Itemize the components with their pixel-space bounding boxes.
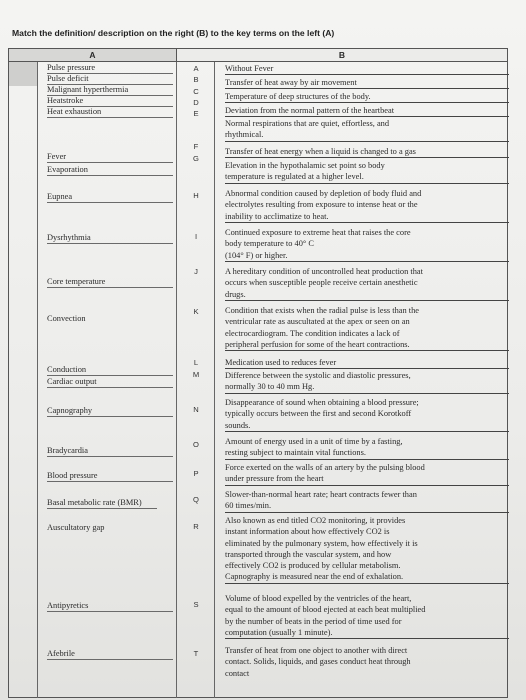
letter-r: R (193, 522, 199, 531)
definition-line: instant information about how effectively CO2 is (225, 527, 390, 537)
definition-line: body temperature to 40° C (225, 239, 314, 249)
definition-j (225, 266, 509, 301)
letter-a: A (193, 64, 199, 73)
definition-line: typically occurs between the first and second Korotkoff (225, 409, 412, 419)
definition-line: Disappearance of sound when obtaining a blood pressure; (225, 398, 419, 407)
definition-line: eliminated by the pulmonary system, how effectively it is (225, 538, 418, 548)
term-heatstroke: Heatstroke (47, 96, 173, 107)
letter-n: N (193, 405, 199, 414)
definition-line: occurs when susceptible people receive certain anesthetic (225, 278, 418, 288)
definition-line: Force exerted on the walls of an artery by the pulsing blood (225, 463, 425, 472)
letter-s: S (193, 600, 199, 609)
definition-line: Abnormal condition caused by depletion of body fluid and (225, 189, 422, 198)
term-core-temperature: Core temperature (47, 277, 173, 288)
definition-k (225, 305, 509, 351)
definition-line: temperature is regulated at a higher level. (225, 171, 509, 183)
definition-line: by the number of beats in the period of time used for (225, 616, 402, 626)
definition-line: effectively CO2 is produced by cellular metabolism. (225, 561, 401, 571)
letter-g: G (193, 154, 199, 163)
definition-line: inability to acclimatize to heat. (225, 211, 509, 223)
definition-e (225, 118, 509, 142)
definition-n (225, 397, 509, 432)
letter-f: F (193, 142, 199, 151)
term-afebrile: Afebrile (47, 649, 173, 660)
definition-line: electrolytes resulting from exposure to intense heat or the (225, 200, 418, 210)
letter-q: Q (193, 495, 199, 504)
term-pulse-deficit: Pulse deficit (47, 74, 173, 85)
definition-l (225, 357, 509, 369)
definition-line: Medication used to reduces fever (225, 357, 509, 369)
definition-c (225, 91, 509, 103)
letter-b: B (193, 75, 199, 84)
letter-i: I (194, 232, 198, 241)
term-fever: Fever (47, 152, 173, 163)
definition-line: Capnography is measured near the end of exhalation. (225, 571, 509, 583)
definition-line: sounds. (225, 420, 509, 432)
letter-o: O (193, 440, 199, 449)
definition-line: 60 times/min. (225, 500, 509, 512)
definition-line: normally 30 to 40 mm Hg. (225, 381, 509, 393)
definition-line: transported through the vascular system, and how (225, 549, 392, 559)
definition-i (225, 227, 509, 262)
definition-line: electrocardiogram. The condition indicates a lack of (225, 328, 400, 338)
definition-f (225, 146, 509, 158)
term-malignant-hyperthermia: Malignant hyperthermia (47, 85, 173, 96)
term-bradycardia: Bradycardia (47, 446, 173, 457)
definition-line: Slower-than-normal heart rate; heart contracts fewer than (225, 490, 417, 499)
letter-t: T (193, 649, 199, 658)
definition-line: resting subject to maintain vital functions. (225, 447, 509, 459)
definition-s (225, 593, 509, 639)
row-marker (9, 62, 37, 86)
definition-line: equal to the amount of blood ejected at each beat multiplied (225, 605, 426, 615)
term-dysrhythmia: Dysrhythmia (47, 233, 173, 244)
definition-line: computation (usually 1 minute). (225, 627, 509, 639)
term-eupnea: Eupnea (47, 192, 173, 203)
definition-line: Deviation from the normal pattern of the heartbeat (225, 105, 509, 117)
definition-line: Elevation in the hypothalamic set point so body (225, 161, 385, 170)
term-blood-pressure: Blood pressure (47, 471, 173, 482)
definition-line: Without Fever (225, 63, 509, 75)
definition-line: contact. Solids, liquids, and gases conduct heat through (225, 657, 411, 667)
definition-line: rhythmical. (225, 129, 509, 141)
definition-q (225, 489, 509, 513)
definition-t (225, 645, 509, 679)
column-a-header: A (9, 49, 177, 62)
term-pulse-pressure: Pulse pressure (47, 63, 173, 74)
definition-d (225, 105, 509, 117)
definition-line: drugs. (225, 289, 509, 301)
column-b-header: B (177, 49, 507, 62)
definition-b (225, 77, 509, 89)
definition-p (225, 462, 509, 486)
definition-line: Transfer of heat away by air movement (225, 77, 509, 89)
term-auscultatory-gap: Auscultatory gap (47, 523, 105, 532)
definition-g (225, 160, 509, 184)
definition-line: Amount of energy used in a unit of time by a fasting, (225, 437, 403, 446)
term-convection: Convection (47, 314, 86, 323)
definition-line: Transfer of heat from one object to another with direct (225, 646, 408, 655)
definition-line: Transfer of heat energy when a liquid is changed to a gas (225, 146, 509, 158)
letter-j: J (194, 267, 198, 276)
definition-a (225, 63, 509, 75)
term-evaporation: Evaporation (47, 165, 173, 176)
definition-o (225, 436, 509, 460)
term-antipyretics: Antipyretics (47, 601, 173, 612)
matching-table (8, 48, 508, 698)
letter-c: C (193, 87, 199, 96)
page-heading: Match the definition/ description on the right (B) to the key terms on the left (A) (12, 28, 335, 38)
definition-line: Condition that exists when the radial pulse is less than the (225, 306, 419, 315)
definition-line: Continued exposure to extreme heat that raises the core (225, 228, 411, 237)
term-conduction: Conduction (47, 365, 173, 376)
definition-line: (104° F) or higher. (225, 250, 509, 262)
term-basal-metabolic-rate: Basal metabolic rate (BMR) (47, 498, 157, 509)
letter-e: E (193, 109, 199, 118)
letter-d: D (193, 98, 199, 107)
definition-r (225, 515, 509, 584)
letter-l: L (193, 358, 199, 367)
term-heat-exhaustion: Heat exhaustion (47, 107, 173, 118)
definition-h (225, 188, 509, 223)
definition-line: ventricular rate as auscultated at the apex or seen on an (225, 317, 410, 327)
letter-p: P (193, 469, 199, 478)
letter-k: K (193, 307, 199, 316)
term-cardiac-output: Cardiac output (47, 377, 173, 388)
definition-line: Normal respirations that are quiet, effortless, and (225, 119, 390, 128)
letter-m: M (192, 370, 200, 379)
definition-line: Difference between the systolic and diastolic pressures, (225, 371, 411, 380)
definition-line: contact (225, 668, 250, 678)
definition-m (225, 370, 509, 394)
definition-line: Also known as end titled CO2 monitoring, it provides (225, 516, 406, 525)
definition-line: peripheral perfusion for some of the heart contractions. (225, 339, 509, 351)
definition-line: Volume of blood expelled by the ventricles of the heart, (225, 594, 412, 603)
letter-h: H (193, 191, 199, 200)
definition-line: under pressure from the heart (225, 473, 509, 485)
definition-line: A hereditary condition of uncontrolled heat production that (225, 267, 423, 276)
definition-line: Temperature of deep structures of the body. (225, 91, 509, 103)
term-capnography: Capnography (47, 406, 173, 417)
